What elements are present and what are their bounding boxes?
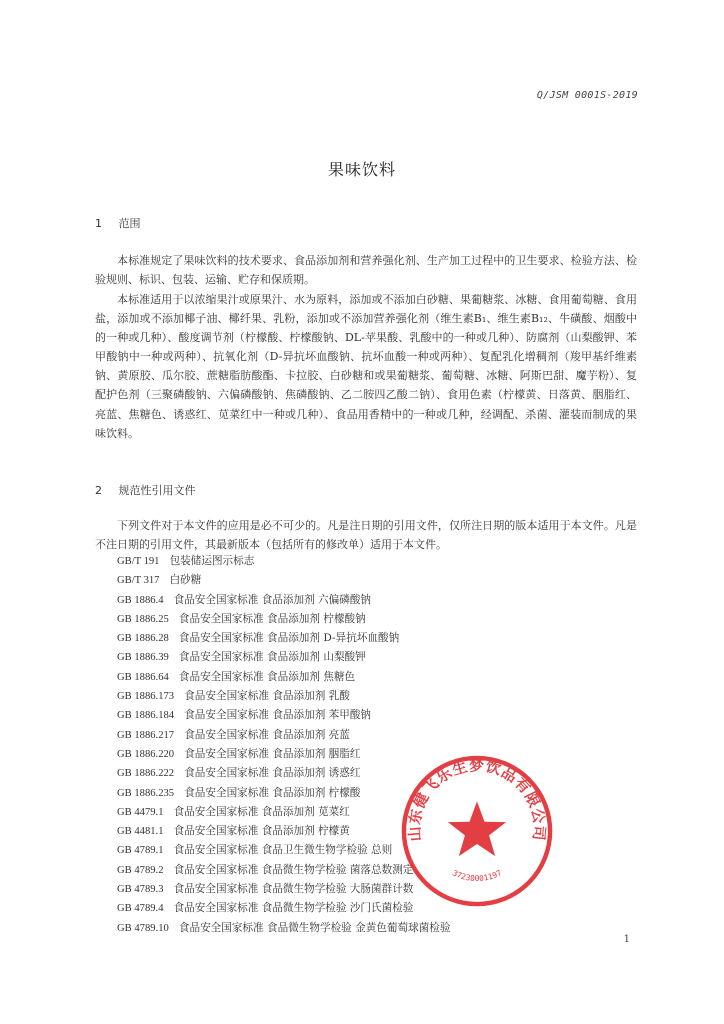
seal-number: 37230001197 bbox=[450, 868, 504, 884]
reference-item: GB 1886.173 食品安全国家标准 食品添加剂 乳酸 bbox=[117, 690, 350, 703]
reference-item: GB 4481.1 食品安全国家标准 食品添加剂 柠檬黄 bbox=[117, 825, 350, 838]
reference-item: GB 4789.1 食品安全国家标准 食品卫生微生物学检验 总则 bbox=[117, 844, 393, 857]
reference-item: GB 1886.217 食品安全国家标准 食品添加剂 亮蓝 bbox=[117, 728, 350, 741]
section-title: 范围 bbox=[118, 217, 141, 230]
reference-item: GB 1886.4 食品安全国家标准 食品添加剂 六偏磷酸钠 bbox=[117, 593, 372, 606]
scope-paragraph-2: 本标准适用于以浓缩果汁或原果汁、水为原料，添加或不添加白砂糖、果葡糖浆、冰糖、食用葡萄糖、食用盐，添加或不添加椰子油、椰纤果、乳粉，添加或不添加营养强化剂（维生素B₁、维生素B₁₂、牛磺酸、烟酸中的一种或几种）、酸度调节剂（柠檬酸、柠檬酸钠、DL-苹果酸、乳酸中的一种或几种）、防腐剂（山梨酸钾、苯甲酸钠中一种或两种）、抗氧化剂（D-异抗坏血酸钠、抗坏血酸一种或两种）、复配乳化增稠剂（羧甲基纤维素钠、黄原胶、瓜尔胶、蔗糖脂肪酸酯、卡拉胶、白砂糖和或果葡糖浆、葡萄糖、冰糖、阿斯巴甜、魔芋粉）、复配护色剂（三聚磷酸钠、六偏磷酸钠、焦磷酸钠、乙二胺四乙酸二钠）、食用色素（柠檬黄、日落黄、胭脂红、亮蓝、焦糖色、诱惑红、苋菜红中一种或几种）、食品用香精中的一种或几种，经调配、杀菌、灌装而制成的果味饮料。 bbox=[95, 293, 637, 440]
section-title: 规范性引用文件 bbox=[118, 484, 196, 497]
page-number: 1 bbox=[623, 934, 630, 945]
reference-item: GB 1886.184 食品安全国家标准 食品添加剂 苯甲酸钠 bbox=[117, 709, 372, 722]
reference-item: GB 1886.222 食品安全国家标准 食品添加剂 诱惑红 bbox=[117, 767, 361, 780]
reference-item: GB 4789.2 食品安全国家标准 食品微生物学检验 菌落总数测定 bbox=[117, 863, 414, 876]
reference-item: GB 1886.25 食品安全国家标准 食品添加剂 柠檬酸钠 bbox=[117, 612, 366, 625]
references-intro-paragraph: 下列文件对于本文件的应用是必不可少的。凡是注日期的引用文件，仅所注日期的版本适用于本文件。凡是不注日期的引用文件，其最新版本（包括所有的修改单）适用于本文件。 bbox=[95, 519, 637, 552]
company-seal-stamp bbox=[398, 752, 556, 910]
reference-item: GB 1886.28 食品安全国家标准 食品添加剂 D-异抗坏血酸钠 bbox=[117, 632, 400, 645]
reference-item: GB 4789.4 食品安全国家标准 食品微生物学检验 沙门氏菌检验 bbox=[117, 902, 414, 915]
seal-company-name: 山东健飞乐生梦饮品有限公司 bbox=[406, 757, 548, 843]
reference-item: GB 1886.64 食品安全国家标准 食品添加剂 焦糖色 bbox=[117, 670, 356, 683]
reference-item: GB 4789.10 食品安全国家标准 食品微生物学检验 金黄色葡萄球菌检验 bbox=[117, 921, 451, 934]
reference-item: GB 1886.220 食品安全国家标准 食品添加剂 胭脂红 bbox=[117, 747, 361, 760]
reference-item: GB 1886.235 食品安全国家标准 食品添加剂 柠檬酸 bbox=[117, 786, 361, 799]
document-title: 果味饮料 bbox=[327, 160, 396, 179]
reference-item: GB/T 317 白砂糖 bbox=[117, 574, 202, 587]
reference-item: GB/T 191 包装储运图示标志 bbox=[117, 555, 255, 567]
reference-item: GB 4789.3 食品安全国家标准 食品微生物学检验 大肠菌群计数 bbox=[117, 883, 414, 896]
section-number: 1 bbox=[95, 217, 102, 230]
section-2-heading bbox=[95, 482, 196, 498]
reference-item: GB 4479.1 食品安全国家标准 食品添加剂 苋菜红 bbox=[117, 805, 350, 818]
section-1-heading bbox=[95, 215, 141, 231]
seal-star-icon bbox=[448, 801, 506, 856]
section-number: 2 bbox=[95, 484, 102, 497]
standard-number: Q/JSM 0001S-2019 bbox=[536, 90, 638, 101]
scope-paragraph-1: 本标准规定了果味饮料的技术要求、食品添加剂和营养强化剂、生产加工过程中的卫生要求、检验方法、检验规则、标识、包装、运输、贮存和保质期。 bbox=[95, 254, 637, 287]
reference-item: GB 1886.39 食品安全国家标准 食品添加剂 山梨酸钾 bbox=[117, 651, 366, 664]
